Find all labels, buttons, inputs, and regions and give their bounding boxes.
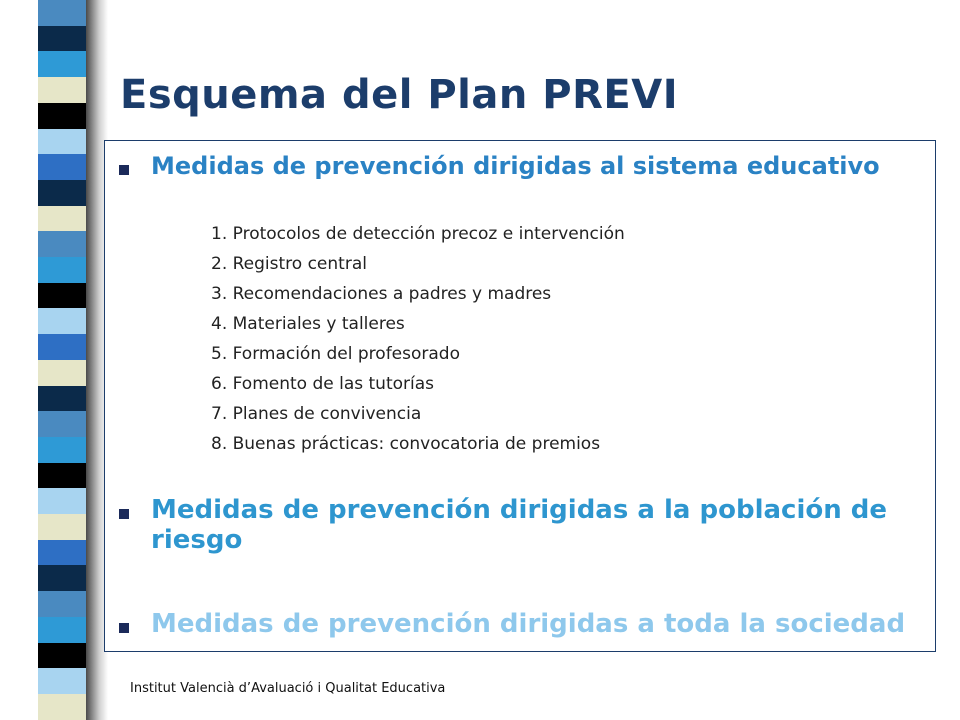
sublist-item: 2. Registro central	[211, 254, 367, 274]
strip-block	[38, 283, 86, 309]
bullet-text: Medidas de prevención dirigidas al sistema educativo	[151, 152, 880, 180]
sublist-item: 4. Materiales y talleres	[211, 314, 405, 334]
strip-block	[38, 643, 86, 669]
strip-block	[38, 257, 86, 283]
bullet-item-educational-system	[119, 151, 919, 181]
sublist-item: 6. Fomento de las tutorías	[211, 374, 435, 394]
square-bullet-icon	[119, 623, 129, 633]
strip-block	[38, 154, 86, 180]
measures-sublist	[211, 221, 625, 461]
strip-block	[38, 334, 86, 360]
strip-block	[38, 386, 86, 412]
strip-block	[38, 463, 86, 489]
bullet-text: Medidas de prevención dirigidas a la población de riesgo	[151, 495, 888, 555]
strip-block	[38, 103, 86, 129]
strip-block	[38, 411, 86, 437]
sublist-item: 1. Protocolos de detección precoz e intervención	[211, 224, 625, 244]
strip-block	[38, 308, 86, 334]
strip-block	[38, 694, 86, 720]
strip-block	[38, 51, 86, 77]
bullet-text: Medidas de prevención dirigidas a toda la sociedad	[151, 609, 906, 639]
bullet-item-risk-population	[119, 495, 919, 555]
sublist-item: 5. Formación del profesorado	[211, 344, 460, 364]
strip-block	[38, 129, 86, 155]
content-box	[104, 140, 936, 652]
sublist-item: 8. Buenas prácticas: convocatoria de premios	[211, 434, 601, 454]
strip-block	[38, 565, 86, 591]
strip-block	[38, 26, 86, 52]
strip-block	[38, 0, 86, 26]
strip-block	[38, 488, 86, 514]
strip-block	[38, 206, 86, 232]
footer-institution: Institut Valencià d’Avaluació i Qualitat Educativa	[130, 681, 446, 696]
sublist-item: 3. Recomendaciones a padres y madres	[211, 284, 552, 304]
strip-block	[38, 540, 86, 566]
sublist-item: 7. Planes de convivencia	[211, 404, 422, 424]
strip-block	[38, 514, 86, 540]
square-bullet-icon	[119, 165, 129, 175]
strip-block	[38, 77, 86, 103]
strip-block	[38, 437, 86, 463]
strip-blocks	[38, 0, 86, 720]
strip-block	[38, 591, 86, 617]
strip-block	[38, 180, 86, 206]
strip-block	[38, 668, 86, 694]
square-bullet-icon	[119, 509, 129, 519]
strip-block	[38, 617, 86, 643]
slide-title: Esquema del Plan PREVI	[120, 72, 679, 118]
bullet-item-whole-society	[119, 609, 919, 639]
strip-block	[38, 231, 86, 257]
decorative-strip	[0, 0, 108, 720]
strip-block	[38, 360, 86, 386]
